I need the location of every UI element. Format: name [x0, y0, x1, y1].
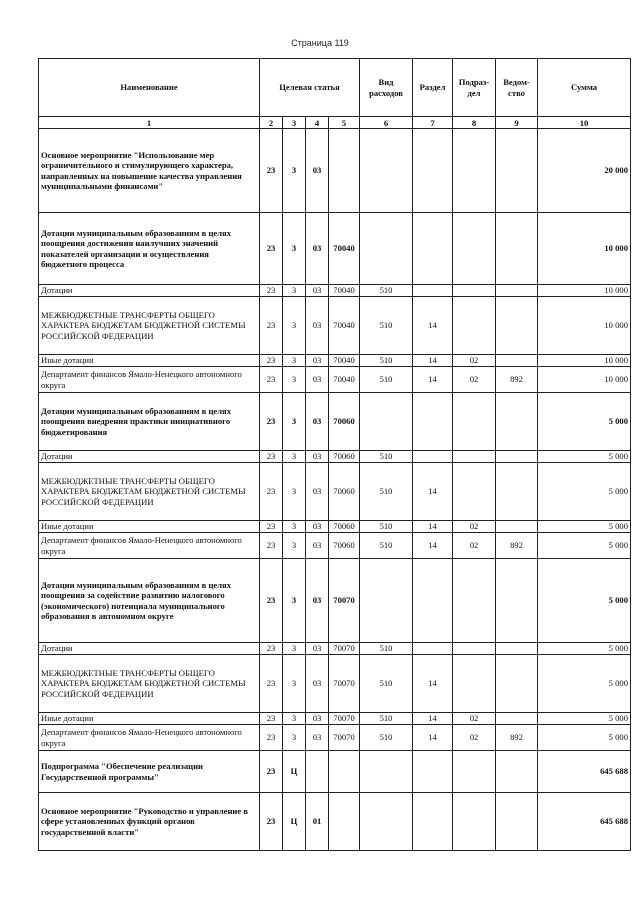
cell-measure: 01	[306, 793, 329, 851]
header-vid: Вид расходов	[360, 59, 413, 117]
cell-measure: 03	[306, 643, 329, 655]
table-row	[39, 393, 631, 451]
cell-vid: 510	[360, 713, 413, 725]
cell-podrazdel: 02	[453, 725, 496, 751]
cell-subprogram: 3	[283, 533, 306, 559]
col-number: 5	[329, 117, 360, 129]
cell-name: Дотации	[39, 643, 260, 655]
cell-measure: 03	[306, 297, 329, 355]
cell-vedomstvo	[496, 559, 538, 643]
cell-vid	[360, 129, 413, 213]
cell-program: 23	[260, 643, 283, 655]
cell-summa: 5 000	[538, 533, 631, 559]
header-target: Целевая статья	[260, 59, 360, 117]
cell-razdel	[413, 643, 453, 655]
cell-measure: 03	[306, 463, 329, 521]
cell-name: Дотации муниципальным образованиям в целях поощрения достижения наилучших значений показателей организации и осуществления бюджетного процесса	[39, 213, 260, 285]
col-number: 3	[283, 117, 306, 129]
cell-razdel: 14	[413, 367, 453, 393]
cell-measure: 03	[306, 451, 329, 463]
cell-direction: 70060	[329, 463, 360, 521]
table-row	[39, 451, 631, 463]
cell-summa: 645 688	[538, 751, 631, 793]
table-row	[39, 297, 631, 355]
cell-razdel	[413, 213, 453, 285]
cell-subprogram: 3	[283, 367, 306, 393]
cell-direction	[329, 793, 360, 851]
col-number: 9	[496, 117, 538, 129]
col-number: 8	[453, 117, 496, 129]
cell-podrazdel	[453, 393, 496, 451]
cell-vedomstvo	[496, 463, 538, 521]
cell-summa: 5 000	[538, 713, 631, 725]
table-row	[39, 285, 631, 297]
cell-subprogram: 3	[283, 129, 306, 213]
cell-razdel: 14	[413, 725, 453, 751]
cell-program: 23	[260, 297, 283, 355]
cell-summa: 5 000	[538, 463, 631, 521]
cell-subprogram: 3	[283, 297, 306, 355]
cell-summa: 5 000	[538, 643, 631, 655]
cell-summa: 5 000	[538, 559, 631, 643]
cell-program: 23	[260, 463, 283, 521]
cell-vedomstvo	[496, 793, 538, 851]
col-number: 2	[260, 117, 283, 129]
cell-podrazdel	[453, 297, 496, 355]
header-summa: Сумма	[538, 59, 631, 117]
header-podrazdel: Подраз-дел	[453, 59, 496, 117]
cell-vedomstvo: 892	[496, 533, 538, 559]
table-row	[39, 793, 631, 851]
cell-subprogram: 3	[283, 285, 306, 297]
cell-vid	[360, 751, 413, 793]
table-row	[39, 751, 631, 793]
cell-name: МЕЖБЮДЖЕТНЫЕ ТРАНСФЕРТЫ ОБЩЕГО ХАРАКТЕРА БЮДЖЕТАМ БЮДЖЕТНОЙ СИСТЕМЫ РОССИЙСКОЙ ФЕДЕРАЦИИ	[39, 297, 260, 355]
cell-name: Основное мероприятие "Руководство и управление в сфере установленных функций органов государственной власти"	[39, 793, 260, 851]
cell-podrazdel	[453, 285, 496, 297]
cell-name: Департамент финансов Ямало-Ненецкого автономного округа	[39, 533, 260, 559]
table-row	[39, 559, 631, 643]
table-row	[39, 655, 631, 713]
cell-podrazdel	[453, 559, 496, 643]
cell-razdel: 14	[413, 463, 453, 521]
cell-summa: 5 000	[538, 725, 631, 751]
table-row	[39, 533, 631, 559]
cell-measure: 03	[306, 367, 329, 393]
cell-vedomstvo	[496, 643, 538, 655]
cell-vedomstvo	[496, 355, 538, 367]
cell-name: МЕЖБЮДЖЕТНЫЕ ТРАНСФЕРТЫ ОБЩЕГО ХАРАКТЕРА БЮДЖЕТАМ БЮДЖЕТНОЙ СИСТЕМЫ РОССИЙСКОЙ ФЕДЕРАЦИИ	[39, 463, 260, 521]
cell-name: Иные дотации	[39, 713, 260, 725]
cell-razdel	[413, 393, 453, 451]
cell-direction: 70060	[329, 533, 360, 559]
cell-direction	[329, 751, 360, 793]
cell-razdel: 14	[413, 355, 453, 367]
table-row	[39, 129, 631, 213]
cell-name: Дотации муниципальным образованиям в целях поощрения за содействие развитию налогового (экономического) потенциала муниципального образования в автономном округе	[39, 559, 260, 643]
cell-measure: 03	[306, 559, 329, 643]
cell-razdel: 14	[413, 533, 453, 559]
cell-vid: 510	[360, 451, 413, 463]
cell-podrazdel	[453, 213, 496, 285]
cell-summa: 5 000	[538, 451, 631, 463]
cell-razdel	[413, 451, 453, 463]
cell-summa: 10 000	[538, 367, 631, 393]
cell-subprogram: 3	[283, 643, 306, 655]
cell-subprogram: Ц	[283, 751, 306, 793]
cell-podrazdel: 02	[453, 521, 496, 533]
cell-direction: 70070	[329, 725, 360, 751]
cell-summa: 5 000	[538, 521, 631, 533]
cell-subprogram: 3	[283, 521, 306, 533]
cell-name: Дотации муниципальным образованиям в целях поощрения внедрения практики инициативного бюджетирования	[39, 393, 260, 451]
column-number-row	[39, 117, 631, 129]
cell-vid: 510	[360, 463, 413, 521]
cell-vid: 510	[360, 655, 413, 713]
cell-subprogram: 3	[283, 725, 306, 751]
cell-program: 23	[260, 713, 283, 725]
cell-vid: 510	[360, 521, 413, 533]
header-name: Наименование	[39, 59, 260, 117]
header-row	[39, 59, 631, 117]
cell-program: 23	[260, 751, 283, 793]
cell-summa: 10 000	[538, 297, 631, 355]
cell-name: МЕЖБЮДЖЕТНЫЕ ТРАНСФЕРТЫ ОБЩЕГО ХАРАКТЕРА БЮДЖЕТАМ БЮДЖЕТНОЙ СИСТЕМЫ РОССИЙСКОЙ ФЕДЕРАЦИИ	[39, 655, 260, 713]
table-row	[39, 725, 631, 751]
cell-measure: 03	[306, 533, 329, 559]
budget-table	[38, 58, 631, 851]
cell-podrazdel: 02	[453, 533, 496, 559]
cell-measure: 03	[306, 521, 329, 533]
col-number: 4	[306, 117, 329, 129]
cell-vid: 510	[360, 367, 413, 393]
cell-measure: 03	[306, 655, 329, 713]
cell-vid	[360, 793, 413, 851]
cell-direction: 70040	[329, 285, 360, 297]
cell-subprogram: 3	[283, 463, 306, 521]
cell-razdel: 14	[413, 297, 453, 355]
cell-vedomstvo	[496, 297, 538, 355]
cell-direction: 70070	[329, 559, 360, 643]
cell-razdel	[413, 751, 453, 793]
cell-summa: 645 688	[538, 793, 631, 851]
cell-program: 23	[260, 451, 283, 463]
cell-direction: 70070	[329, 713, 360, 725]
table-row	[39, 367, 631, 393]
cell-podrazdel: 02	[453, 367, 496, 393]
cell-vid	[360, 213, 413, 285]
cell-program: 23	[260, 793, 283, 851]
cell-vedomstvo	[496, 393, 538, 451]
cell-vid: 510	[360, 643, 413, 655]
cell-vid: 510	[360, 285, 413, 297]
table-row	[39, 213, 631, 285]
cell-podrazdel	[453, 451, 496, 463]
cell-name: Дотации	[39, 285, 260, 297]
table-row	[39, 521, 631, 533]
cell-measure: 03	[306, 713, 329, 725]
cell-name: Иные дотации	[39, 521, 260, 533]
cell-vedomstvo	[496, 751, 538, 793]
table-row	[39, 713, 631, 725]
header-razdel: Раздел	[413, 59, 453, 117]
cell-direction: 70040	[329, 213, 360, 285]
cell-vedomstvo	[496, 451, 538, 463]
cell-vid: 510	[360, 355, 413, 367]
page-header: Страница 119	[291, 38, 349, 48]
cell-subprogram: 3	[283, 393, 306, 451]
cell-program: 23	[260, 559, 283, 643]
cell-program: 23	[260, 533, 283, 559]
cell-vedomstvo	[496, 213, 538, 285]
cell-vid	[360, 393, 413, 451]
cell-razdel	[413, 129, 453, 213]
cell-razdel: 14	[413, 655, 453, 713]
cell-name: Дотации	[39, 451, 260, 463]
cell-measure: 03	[306, 393, 329, 451]
cell-direction: 70060	[329, 393, 360, 451]
cell-measure: 03	[306, 355, 329, 367]
cell-subprogram: 3	[283, 655, 306, 713]
table-row	[39, 355, 631, 367]
cell-subprogram: 3	[283, 713, 306, 725]
cell-program: 23	[260, 129, 283, 213]
cell-podrazdel	[453, 643, 496, 655]
cell-podrazdel: 02	[453, 355, 496, 367]
col-number: 7	[413, 117, 453, 129]
cell-direction	[329, 129, 360, 213]
cell-razdel	[413, 793, 453, 851]
cell-subprogram: 3	[283, 559, 306, 643]
cell-vedomstvo	[496, 655, 538, 713]
col-number: 1	[39, 117, 260, 129]
cell-measure	[306, 751, 329, 793]
col-number: 6	[360, 117, 413, 129]
cell-vedomstvo	[496, 129, 538, 213]
cell-vid: 510	[360, 533, 413, 559]
header-vedomstvo: Ведом-ство	[496, 59, 538, 117]
cell-razdel	[413, 559, 453, 643]
table-row	[39, 643, 631, 655]
cell-program: 23	[260, 655, 283, 713]
cell-podrazdel	[453, 751, 496, 793]
cell-razdel: 14	[413, 713, 453, 725]
cell-program: 23	[260, 213, 283, 285]
cell-vedomstvo	[496, 521, 538, 533]
cell-summa: 5 000	[538, 655, 631, 713]
cell-program: 23	[260, 367, 283, 393]
cell-measure: 03	[306, 213, 329, 285]
cell-podrazdel	[453, 655, 496, 713]
cell-direction: 70040	[329, 355, 360, 367]
cell-program: 23	[260, 393, 283, 451]
cell-direction: 70070	[329, 655, 360, 713]
cell-subprogram: 3	[283, 213, 306, 285]
cell-podrazdel	[453, 463, 496, 521]
cell-program: 23	[260, 725, 283, 751]
cell-vid: 510	[360, 297, 413, 355]
cell-program: 23	[260, 285, 283, 297]
cell-summa: 20 000	[538, 129, 631, 213]
cell-razdel	[413, 285, 453, 297]
cell-podrazdel	[453, 129, 496, 213]
cell-name: Иные дотации	[39, 355, 260, 367]
table-body	[39, 129, 631, 851]
cell-vedomstvo	[496, 285, 538, 297]
cell-summa: 5 000	[538, 393, 631, 451]
cell-measure: 03	[306, 725, 329, 751]
cell-name: Департамент финансов Ямало-Ненецкого автономного округа	[39, 725, 260, 751]
cell-summa: 10 000	[538, 285, 631, 297]
cell-direction: 70060	[329, 521, 360, 533]
cell-name: Основное мероприятие "Использование мер ограничительного и стимулирующего характера, направленных на повышение качества управления муниципальными финансами"	[39, 129, 260, 213]
cell-vedomstvo: 892	[496, 725, 538, 751]
cell-measure: 03	[306, 129, 329, 213]
cell-vedomstvo	[496, 713, 538, 725]
cell-vedomstvo: 892	[496, 367, 538, 393]
cell-direction: 70070	[329, 643, 360, 655]
cell-summa: 10 000	[538, 213, 631, 285]
cell-name: Департамент финансов Ямало-Ненецкого автономного округа	[39, 367, 260, 393]
table-row	[39, 463, 631, 521]
cell-program: 23	[260, 355, 283, 367]
cell-subprogram: Ц	[283, 793, 306, 851]
cell-podrazdel	[453, 793, 496, 851]
cell-program: 23	[260, 521, 283, 533]
cell-name: Подпрограмма "Обеспечение реализации Государственной программы"	[39, 751, 260, 793]
cell-direction: 70040	[329, 297, 360, 355]
cell-summa: 10 000	[538, 355, 631, 367]
cell-podrazdel: 02	[453, 713, 496, 725]
cell-vid	[360, 559, 413, 643]
cell-subprogram: 3	[283, 355, 306, 367]
cell-subprogram: 3	[283, 451, 306, 463]
cell-direction: 70060	[329, 451, 360, 463]
cell-vid: 510	[360, 725, 413, 751]
cell-direction: 70040	[329, 367, 360, 393]
col-number: 10	[538, 117, 631, 129]
cell-measure: 03	[306, 285, 329, 297]
cell-razdel: 14	[413, 521, 453, 533]
